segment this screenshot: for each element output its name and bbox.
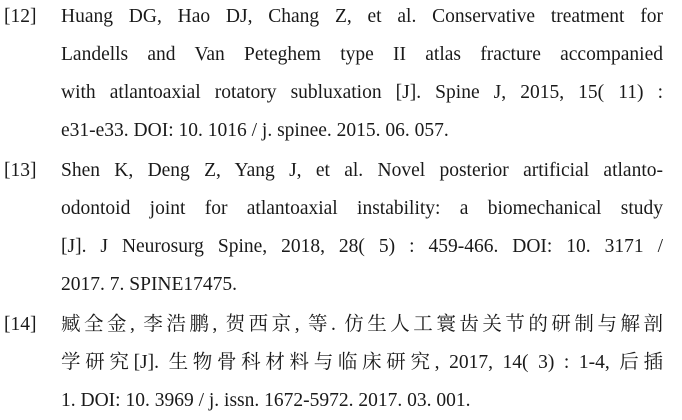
reference-line: [J]. J Neurosurg Spine, 2018, 28( 5) : 459-466. DOI: 10. 3171 / [61, 236, 663, 257]
reference-line: 臧全金, 李浩鹏, 贺西京, 等. 仿生人工寰齿关节的研制与解剖 [61, 314, 663, 335]
reference-line: with atlantoaxial rotatory subluxation [J]. Spine J, 2015, 15( 11) : [61, 82, 663, 103]
reference-line: Shen K, Deng Z, Yang J, et al. Novel posterior artificial atlanto- [61, 160, 663, 181]
reference-line: 1. DOI: 10. 3969 / j. issn. 1672-5972. 2017. 03. 001. [61, 390, 471, 411]
reference-number: [13] [4, 160, 37, 181]
reference-number: [12] [4, 6, 37, 27]
reference-number: [14] [4, 314, 37, 335]
reference-line: 学研究[J]. 生物骨科材料与临床研究, 2017, 14( 3) : 1-4, 后插 [61, 352, 663, 373]
reference-line: Landells and Van Peteghem type II atlas fracture accompanied [61, 44, 663, 65]
reference-line: e31-e33. DOI: 10. 1016 / j. spinee. 2015. 06. 057. [61, 120, 449, 141]
reference-line: Huang DG, Hao DJ, Chang Z, et al. Conservative treatment for [61, 6, 663, 27]
reference-line: odontoid joint for atlantoaxial instability: a biomechanical study [61, 198, 663, 219]
reference-line: 2017. 7. SPINE17475. [61, 274, 238, 295]
